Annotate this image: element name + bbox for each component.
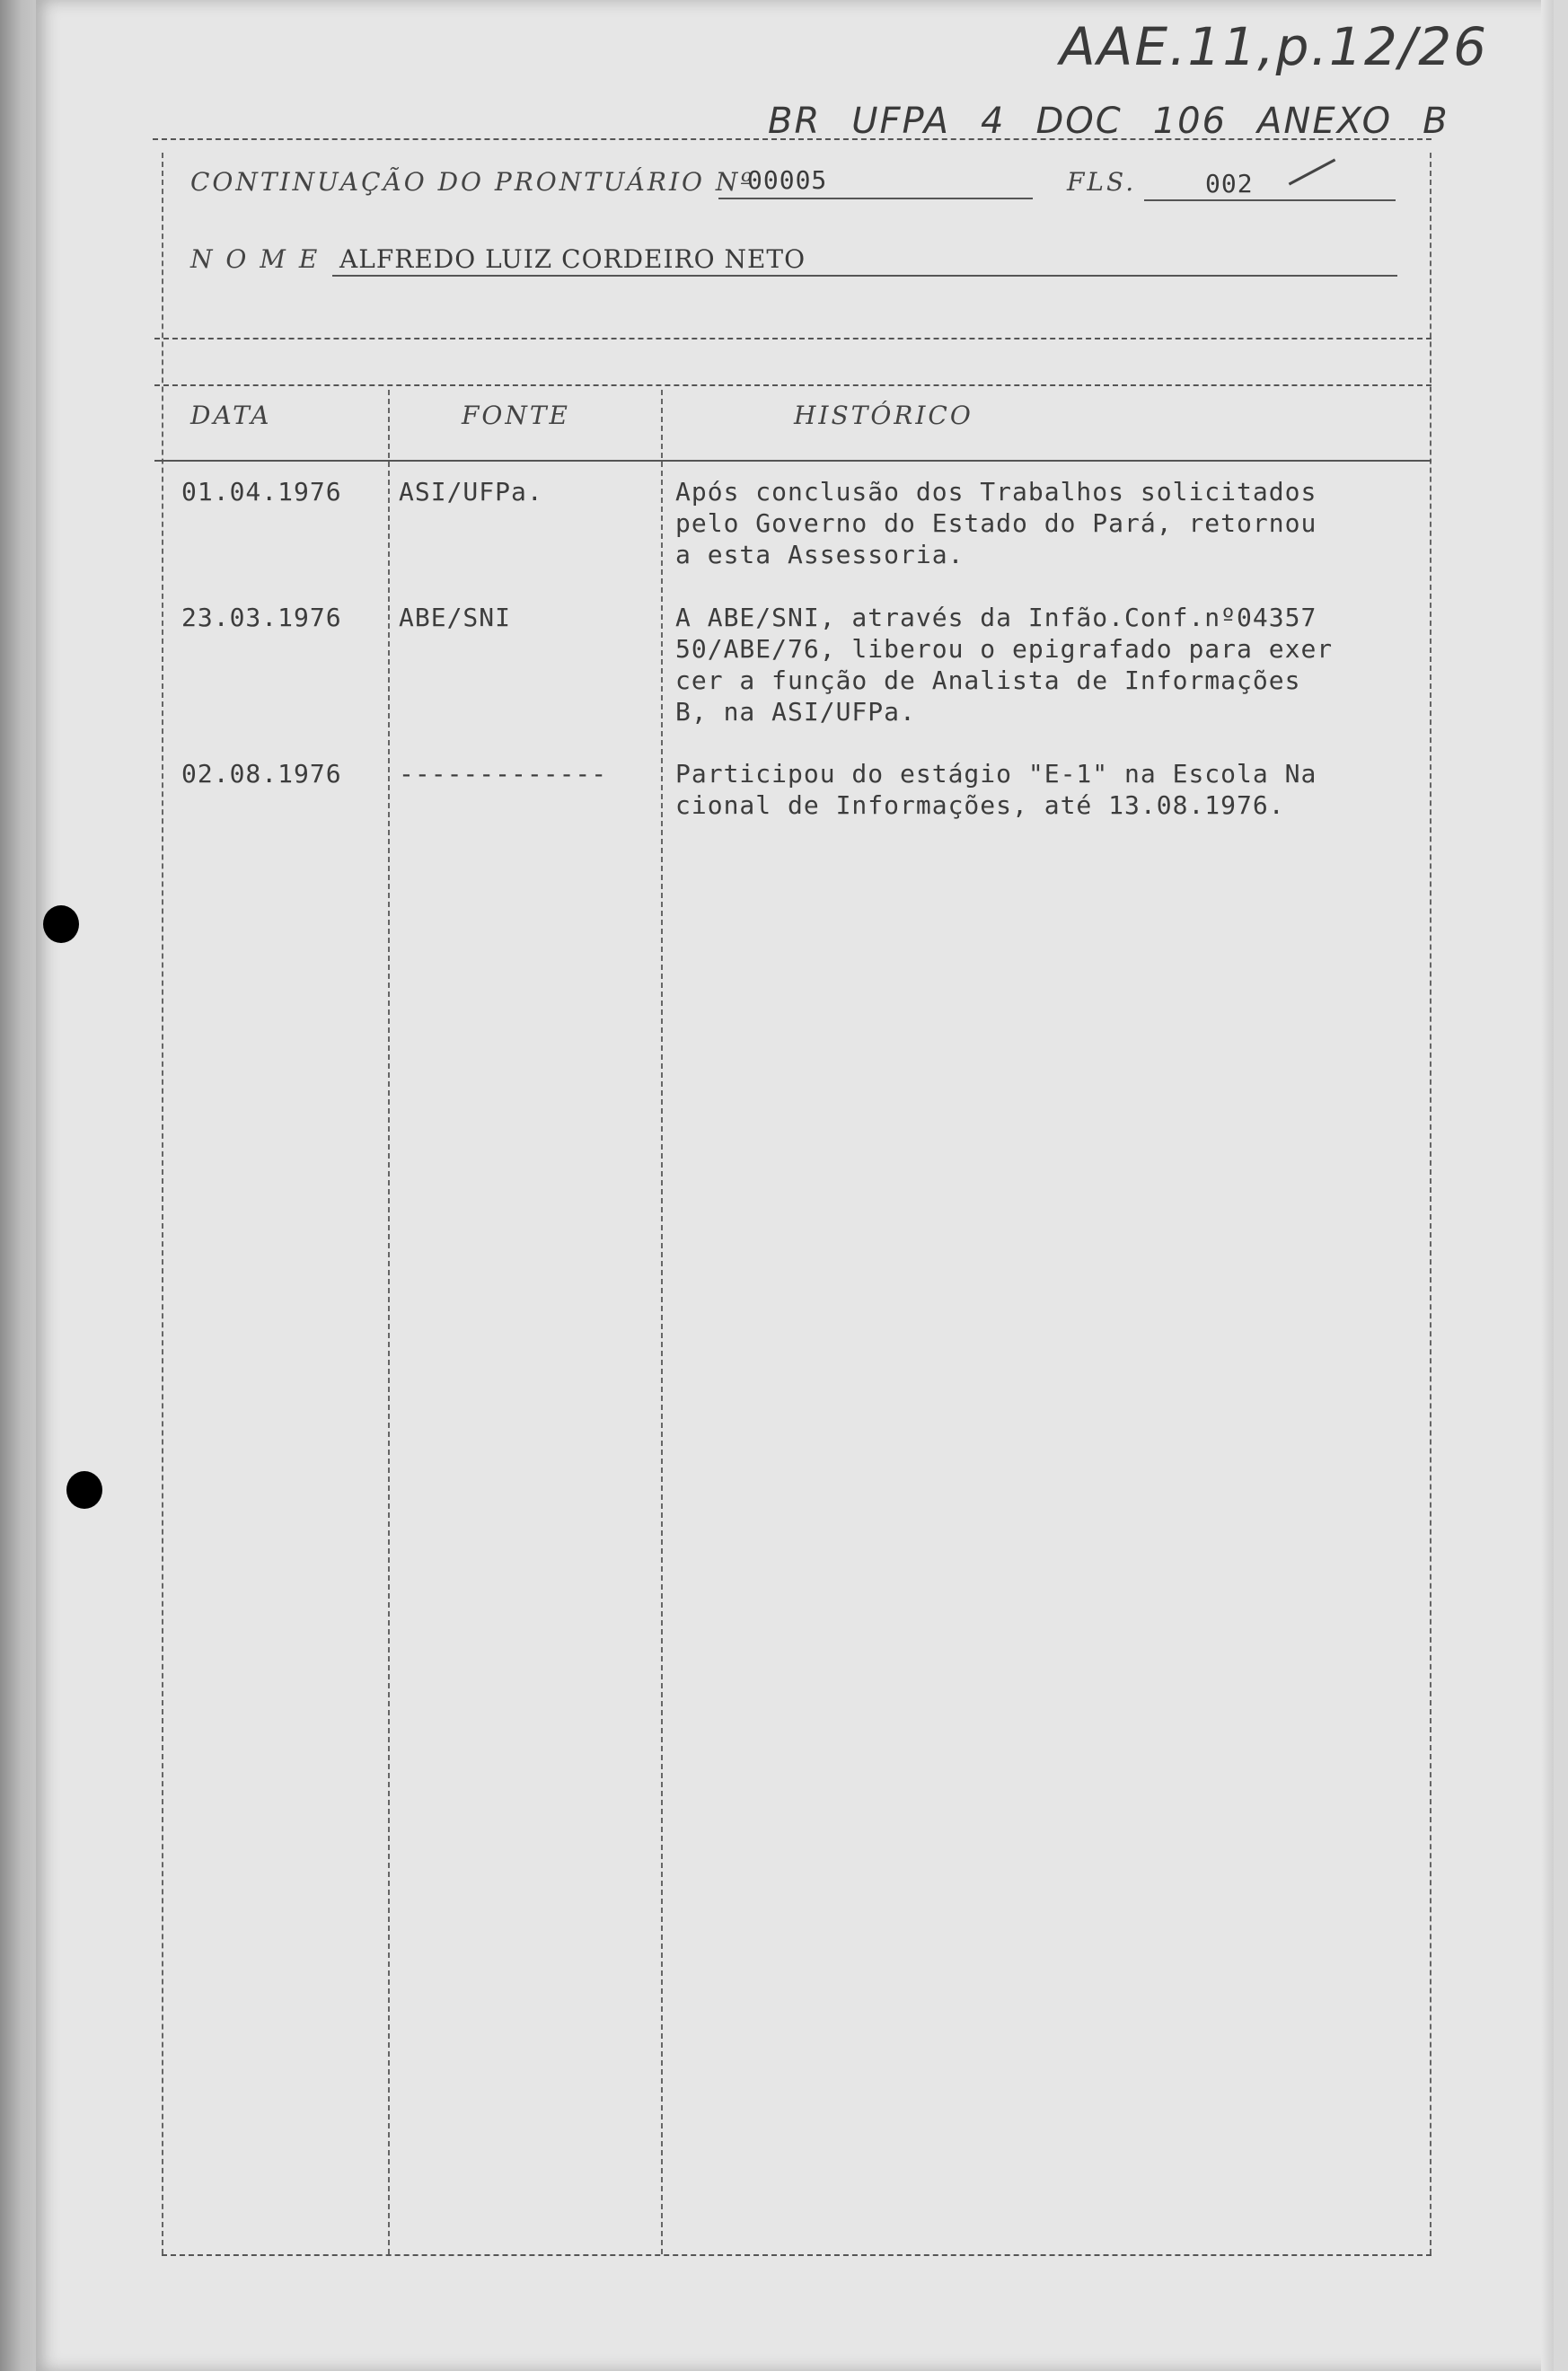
handwritten-page-reference: AAE.11,p.12/26: [1060, 16, 1489, 77]
prontuario-underline: [718, 198, 1033, 199]
row-3-historico: Participou do estágio "E-1" na Escola Na cional de Informações, até 13.08.1976.: [675, 759, 1317, 820]
frame-left-line: [162, 153, 163, 2254]
row-1-historico: Após conclusão dos Trabalhos solicitados pelo Governo do Estado do Pará, retornou a esta Assessoria.: [675, 477, 1317, 569]
archive-ref-part: 4: [981, 101, 1006, 142]
column-header-historico: HISTÓRICO: [794, 401, 973, 430]
column-divider-fonte-historico: [661, 390, 663, 2254]
archive-ref-part: ANEXO: [1257, 101, 1393, 142]
column-header-data: DATA: [190, 401, 272, 430]
document-sheet: [36, 0, 1554, 2371]
fls-label: FLS.: [1067, 167, 1137, 197]
table-top-rule: [154, 384, 1431, 386]
column-divider-data-fonte: [388, 390, 390, 2254]
fls-underline: [1144, 199, 1396, 201]
table-header-rule: [154, 460, 1431, 462]
archive-ref-part: 106: [1152, 101, 1228, 142]
prontuario-number: 00005: [747, 165, 828, 195]
row-2-fonte: ABE/SNI: [399, 603, 512, 632]
handwritten-archive-reference: [768, 101, 1449, 142]
archive-ref-part: UFPA: [851, 101, 951, 142]
archive-ref-part: BR: [768, 101, 822, 142]
punch-hole-upper: [43, 905, 79, 943]
nome-label: N O M E: [190, 244, 321, 274]
row-3-data: 02.08.1976: [181, 759, 342, 789]
row-1-data: 01.04.1976: [181, 477, 342, 507]
punch-hole-lower: [66, 1471, 102, 1509]
row-1-fonte: ASI/UFPa.: [399, 477, 543, 507]
nome-value: ALFREDO LUIZ CORDEIRO NETO: [339, 244, 806, 274]
row-2-historico: A ABE/SNI, através da Infão.Conf.nº04357 50/ABE/76, liberou o epigrafado para exer cer a função de Analista de Informações B, na ASI/UFPa.: [675, 603, 1334, 727]
frame-right-line: [1430, 153, 1431, 2254]
header-top-rule: [153, 138, 1431, 140]
column-header-fonte: FONTE: [462, 401, 570, 430]
fls-value: 002: [1205, 169, 1254, 198]
page-right-edge: [1541, 0, 1554, 2371]
archive-ref-part: DOC: [1035, 101, 1123, 142]
archive-ref-part: B: [1423, 101, 1449, 142]
frame-bottom-line: [162, 2254, 1431, 2256]
row-3-fonte: -------------: [399, 759, 608, 789]
continuation-label: CONTINUAÇÃO DO PRONTUÁRIO Nº: [190, 167, 755, 197]
row-2-data: 23.03.1976: [181, 603, 342, 632]
header-divider: [154, 338, 1431, 339]
nome-underline: [332, 275, 1397, 277]
